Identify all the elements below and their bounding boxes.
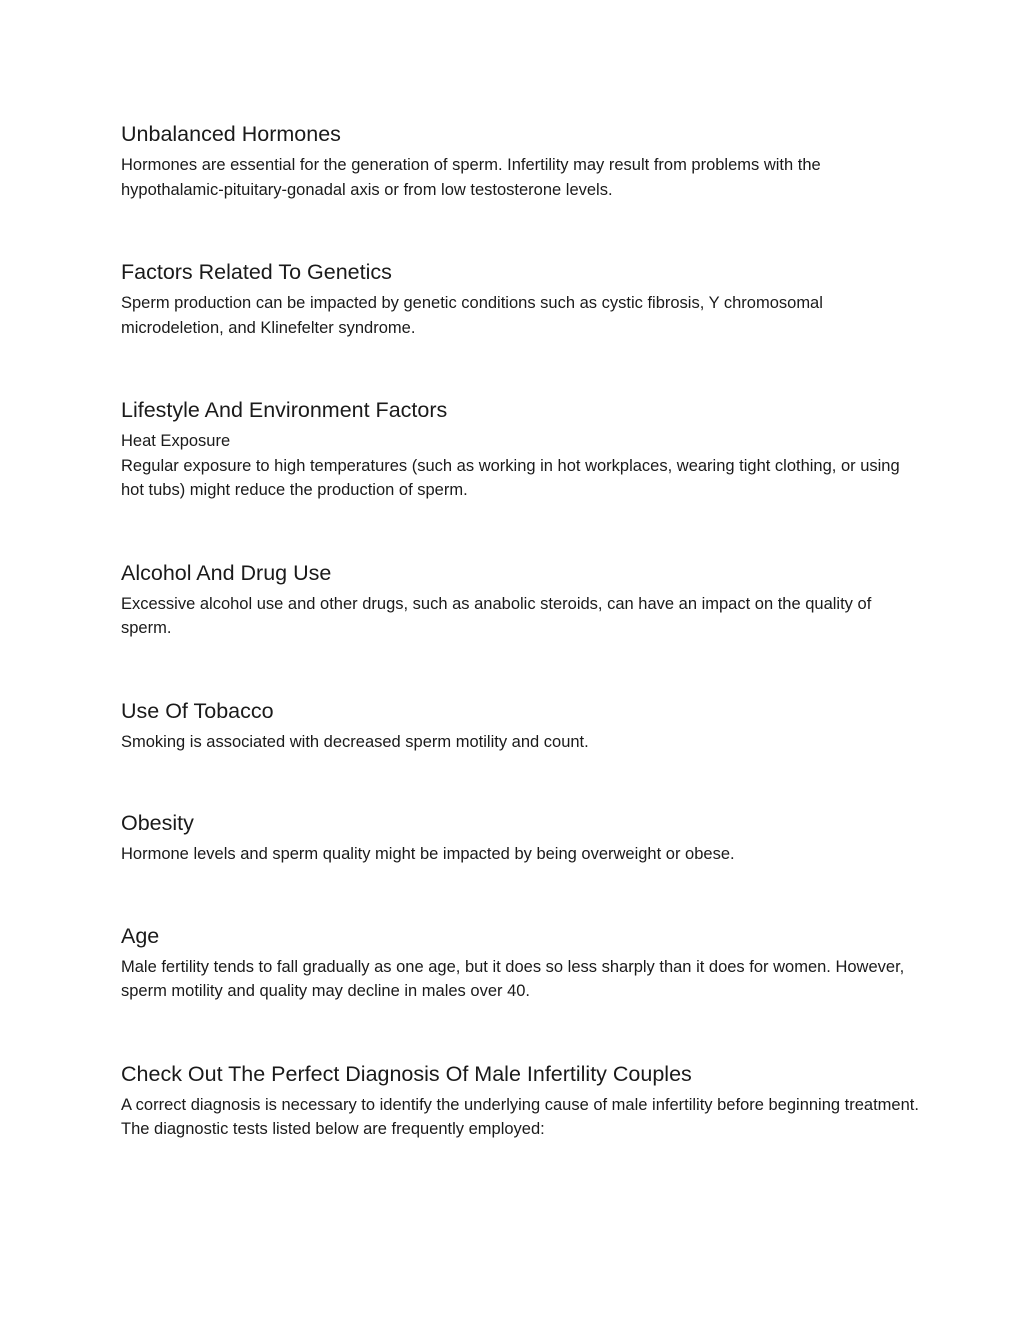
section-paragraph: Male fertility tends to fall gradually as one age, but it does so less sharply than it does for women. However, sperm motility and quality may decline in males over 40.	[121, 957, 905, 1000]
section-unbalanced-hormones	[121, 119, 921, 202]
section-paragraph: Excessive alcohol use and other drugs, such as anabolic steroids, can have an impact on the quality of sperm.	[121, 594, 872, 637]
section-obesity	[121, 808, 921, 867]
section-tobacco	[121, 696, 921, 755]
section-lifestyle-environment	[121, 395, 921, 503]
section-paragraph: A correct diagnosis is necessary to identify the underlying cause of male infertility before beginning treatment. The diagnostic tests listed below are frequently employed:	[121, 1095, 919, 1138]
section-age	[121, 921, 921, 1004]
section-heading: Age	[121, 923, 160, 948]
section-paragraph: Hormone levels and sperm quality might be impacted by being overweight or obese.	[121, 845, 735, 863]
section-diagnosis	[121, 1059, 921, 1142]
section-subheading: Heat Exposure	[121, 432, 231, 450]
section-paragraph: Hormones are essential for the generation of sperm. Infertility may result from problems with the hypothalamic-pituitary-gonadal axis or from low testosterone levels.	[121, 156, 821, 199]
section-heading: Factors Related To Genetics	[121, 260, 392, 284]
section-genetics	[121, 257, 921, 340]
section-heading: Alcohol And Drug Use	[121, 560, 332, 585]
section-paragraph: Regular exposure to high temperatures (such as working in hot workplaces, wearing tight clothing, or using hot tubs) might reduce the production of sperm.	[121, 456, 900, 499]
document-page	[121, 119, 921, 1142]
section-heading: Lifestyle And Environment Factors	[121, 398, 448, 422]
section-heading: Obesity	[121, 811, 194, 835]
section-alcohol-drug-use	[121, 558, 921, 641]
section-heading: Use Of Tobacco	[121, 698, 274, 723]
section-paragraph: Smoking is associated with decreased sperm motility and count.	[121, 732, 589, 751]
section-paragraph: Sperm production can be impacted by genetic conditions such as cystic fibrosis, Y chromosomal microdeletion, and Klinefelter syndrome.	[121, 294, 823, 337]
section-heading: Check Out The Perfect Diagnosis Of Male Infertility Couples	[121, 1061, 692, 1086]
section-heading: Unbalanced Hormones	[121, 122, 341, 146]
